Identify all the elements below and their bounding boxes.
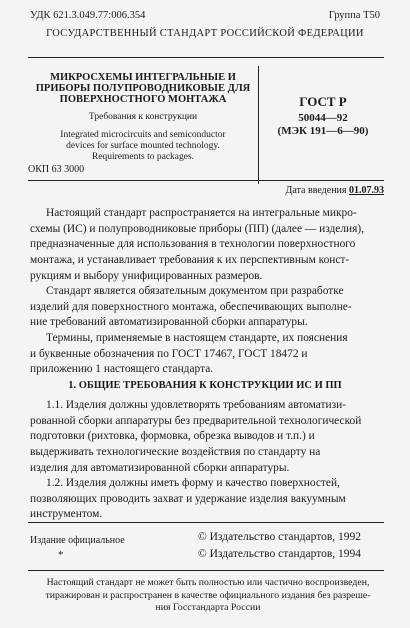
introduction-date [286, 185, 384, 196]
paragraph-mandatory [30, 284, 386, 331]
iec-reference: (МЭК 191—6—90) [277, 125, 369, 137]
introduction-date-label: Дата введения [285, 185, 347, 196]
udk-code: УДК 621.3.049.77:006.354 [30, 10, 146, 21]
section-title: 1. ОБЩИЕ ТРЕБОВАНИЯ К КОНСТРУКЦИИ ИС И ПП [68, 380, 342, 391]
text-line: и буквенные обозначения по ГОСТ 17467, ГОСТ 18472 и [30, 347, 308, 360]
title-line-1: МИКРОСХЕМЫ ИНТЕГРАЛЬНЫЕ И [50, 72, 236, 83]
gost-code: ГОСТ Р [299, 94, 347, 109]
reproduction-notice [30, 577, 386, 615]
english-title-1: Integrated microcircuits and semiconductor [60, 130, 226, 140]
text-line: ние требований автоматизированной сборки аппаратуры. [30, 316, 308, 329]
text-line: 1.2. Изделия должны иметь форму и качество поверхностей, [46, 477, 340, 489]
text-line: рованной сборки аппаратуры без предварительной технологической [30, 414, 362, 427]
text-line: тиражирован и распространен в качестве официального издания без разреше- [45, 589, 371, 601]
text-line: Термины, применяемые в настоящем стандарте, их пояснения [46, 332, 348, 344]
title-line-2: ПРИБОРЫ ПОЛУПРОВОДНИКОВЫЕ ДЛЯ [35, 83, 251, 94]
text-line: Настоящий стандарт распространяется на интегральные микро- [46, 207, 357, 219]
state-standard-heading: ГОСУДАРСТВЕННЫЙ СТАНДАРТ РОССИЙСКОЙ ФЕДЕРАЦИИ [46, 28, 364, 39]
edition-star: * [58, 549, 64, 561]
paragraph-terms [30, 331, 386, 378]
english-title-3: Requirements to packages. [91, 152, 195, 162]
okp-code: ОКП 63 3000 [28, 164, 85, 175]
title-block-rule [28, 180, 384, 181]
top-rule [28, 57, 384, 58]
text-line: приложению 1 настоящего стандарта. [30, 363, 214, 376]
text-line: инструментом. [30, 508, 103, 521]
text-line: Стандарт является обязательным документом при разработке [46, 285, 344, 297]
text-line: позволяющих проводить захват и удержание изделия вакуумным [30, 492, 346, 505]
text-line: Настоящий стандарт не может быть полностью или частично воспроизведен, [46, 577, 370, 588]
text-line: изделий для поверхностного монтажа, обеспечивающих выполне- [30, 300, 352, 313]
group-code: Группа Т50 [328, 10, 380, 21]
footer-rule [28, 570, 384, 571]
text-line: рукциям и выбору унифицированных размеров. [30, 269, 263, 282]
text-line: выдерживать технологические воздействия по стандарту на [30, 446, 321, 459]
text-line: схемы (ИС) и полупроводниковые приборы (ПП) (далее — изделия), [30, 222, 365, 235]
text-line: подготовки (рихтовка, формовка, обрезка выводов и т.п.) и [30, 430, 315, 443]
english-title-2: devices for surface mounted technology. [66, 141, 220, 151]
publication-rule [28, 522, 384, 523]
introduction-date-value: 01.07.93 [349, 185, 384, 196]
title-line-3: ПОВЕРХНОСТНОГО МОНТАЖА [59, 94, 227, 105]
gost-number: 50044—92 [298, 112, 348, 124]
paragraph-1-2 [30, 476, 386, 523]
copyright-1994: © Издательство стандартов, 1994 [198, 548, 362, 560]
copyright-1992: © Издательство стандартов, 1992 [198, 531, 362, 543]
subtitle: Требования к конструкции [88, 112, 198, 122]
text-line: 1.1. Изделия должны удовлетворять требованиям автоматизи- [46, 399, 346, 411]
official-edition-label: Издание официальное [30, 535, 125, 546]
text-line: ния Госстандарта России [155, 602, 261, 613]
text-line: предназначенные для использования в технологии поверхностного [30, 238, 356, 251]
paragraph-scope [30, 206, 386, 285]
paragraph-1-1 [30, 398, 386, 477]
text-line: изделия для автоматизированной сборки аппаратуры. [30, 461, 290, 474]
text-line: монтажа, и устанавливает требования к их перспективным конст- [30, 254, 350, 267]
